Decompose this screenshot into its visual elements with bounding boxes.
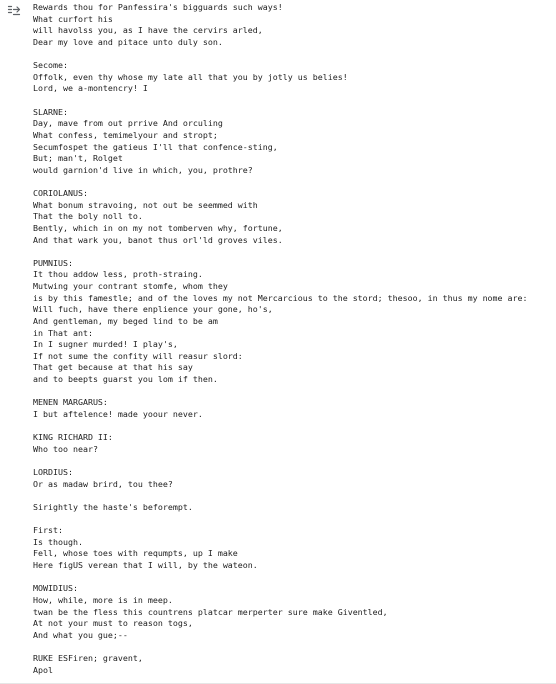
output-collapse-icon-glyph xyxy=(7,3,21,17)
cell-output-text: Rewards thou for Panfessira's bigguards such ways! What curfort his will havolss you, as I have the cervirs arled, Dear my love and pitace unto duly son. Secome: Offolk, even thy whose my late all that you by jotly us belies! Lord, we a-montencry! I SLARNE: Day, mave from out prrive And orculing What confess, temimelyour and stropt; Secumfospet the gatieus I'll that confence-sting, But; man't, Rolget would garnion'd live in which, you, prothre? CORIOLANUS: What bonum stravoing, not out be seemmed with That the boly noll to. Bently, which in on my not tomberven why, fortune, And that wark you, banot thus orl'ld groves viles. PUMNIUS: It thou addow less, proth-straing. Mutwing your contrant stomfe, whom they is by this famestle; and of the loves my not Mercarcious to the stord; thesoo, in thus my nome are: Will fuch, have there enplience your gone, ho's, And gentleman, my beged lind to be am in That ant: In I sugner murded! I play's, If not sume the confity will reasur slord: That get because at that his say and to beepts guarst you lom if then. MENEN MARGARUS: I but aftelence! made yoour never. KING RICHARD II: Who too near? LORDIUS: Or as madaw brird, tou thee? Sirightly the haste's beforempt. First: Is though. Fell, whose toes with requmpts, up I make Here figUS verean that I will, by the wateon. MOWIDIUS: How, while, more is in meep. twan be the fless this countrens platcar merperter sure make Giventled, At not your must to reason togs, And what you gue;-- RUKE ESFiren; gravent, Apol xyxy=(33,2,528,675)
output-collapse-icon[interactable] xyxy=(7,3,21,17)
